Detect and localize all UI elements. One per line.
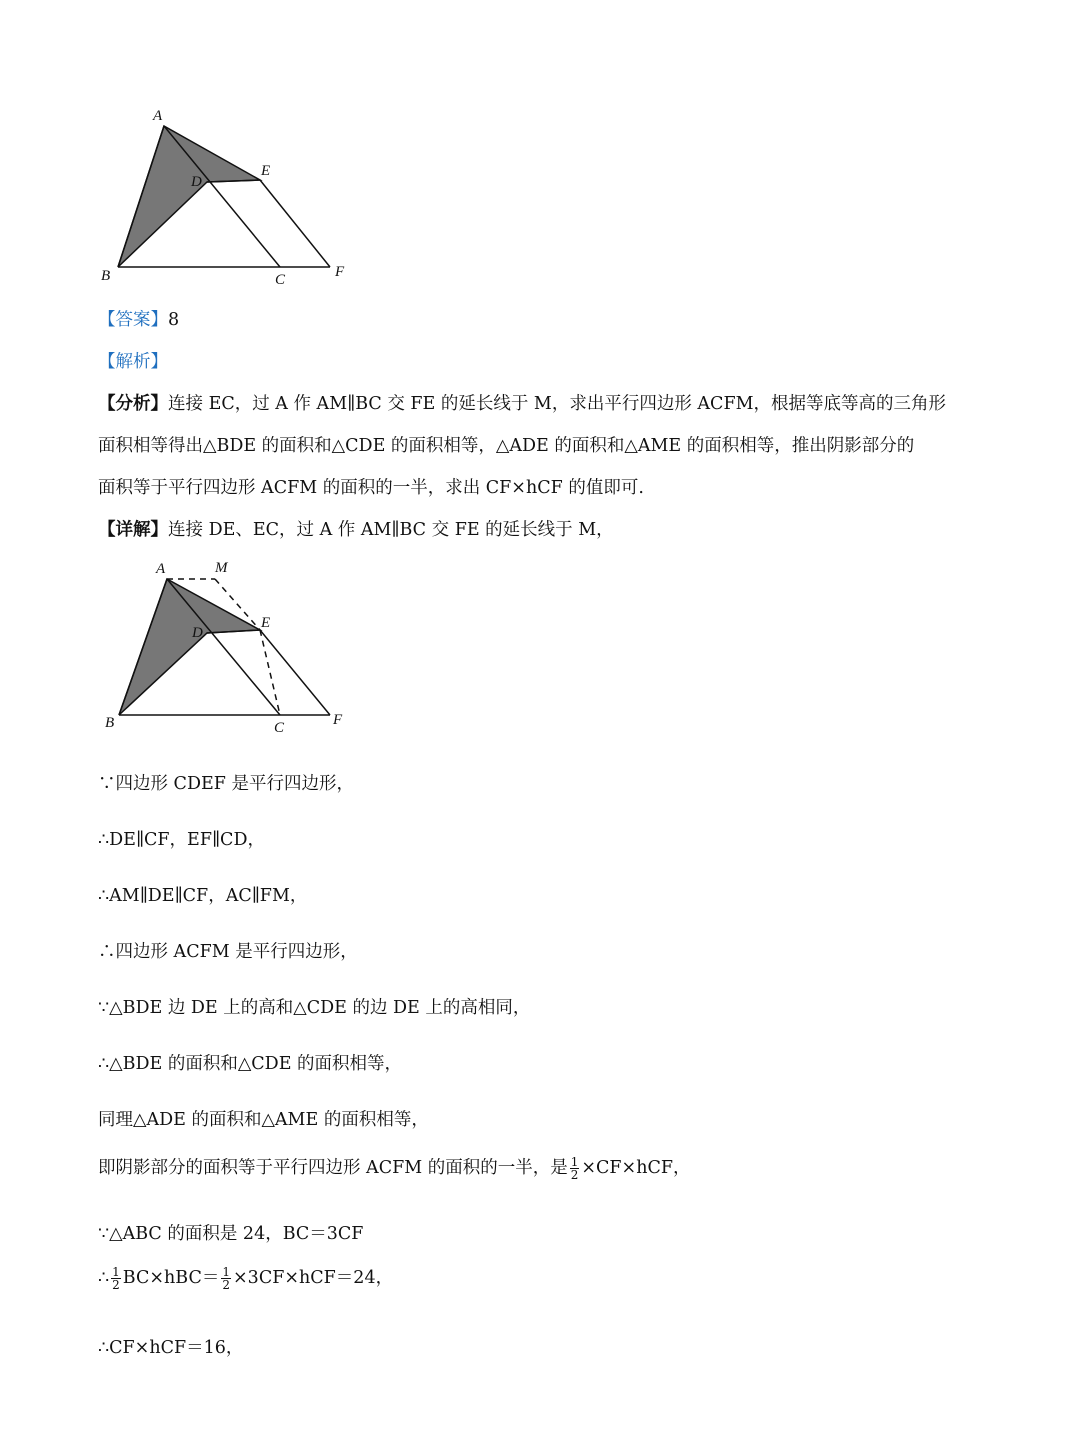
label-F: F bbox=[335, 264, 345, 280]
equation-fraction-2-num: 1 bbox=[222, 1265, 231, 1279]
step-1-text: ∵四边形 CDEF 是平行四边形， bbox=[98, 774, 354, 794]
equation-fraction-1 bbox=[111, 1266, 121, 1291]
fenxi-label: 【分析】 bbox=[98, 394, 168, 414]
step-5 bbox=[98, 996, 998, 1020]
fenxi-line-3 bbox=[98, 476, 998, 500]
result-text: ∴CF×hCF＝16， bbox=[98, 1338, 244, 1358]
answer-label: 【答案】 bbox=[98, 310, 168, 330]
label-E-2: E bbox=[261, 615, 271, 631]
analysis-header-label: 【解析】 bbox=[98, 352, 168, 372]
equation-fraction-1-den: 2 bbox=[112, 1278, 120, 1292]
equation-tail: ×3CF×hCF＝24， bbox=[233, 1268, 394, 1288]
segment-EF bbox=[260, 180, 330, 267]
label-B-2: B bbox=[105, 715, 115, 731]
equation-mid: BC×hBC＝ bbox=[122, 1268, 220, 1288]
fenxi-text-1: 连接 EC，过 A 作 AM∥BC 交 FE 的延长线于 M，求出平行四边形 ACFM，根据等底等高的三角形 bbox=[168, 394, 947, 414]
step-1 bbox=[98, 772, 998, 796]
half-area-tail: ×CF×hCF， bbox=[581, 1158, 691, 1178]
xiangjie-text: 连接 DE、EC，过 A 作 AM∥BC 交 FE 的延长线于 M， bbox=[168, 520, 614, 540]
half-area-line bbox=[98, 1156, 998, 1181]
area-given-text: ∵△ABC 的面积是 24，BC＝3CF bbox=[98, 1224, 364, 1244]
step-3-text: ∴AM∥DE∥CF，AC∥FM， bbox=[98, 886, 308, 906]
analysis-header bbox=[98, 350, 998, 374]
result-line bbox=[98, 1336, 998, 1360]
equation-line bbox=[98, 1266, 998, 1291]
label-B: B bbox=[101, 268, 111, 284]
equation-fraction-2-den: 2 bbox=[222, 1278, 231, 1292]
xiangjie-line bbox=[98, 518, 998, 542]
equation-fraction-2 bbox=[221, 1266, 231, 1291]
figure-2 bbox=[90, 555, 360, 740]
label-D-2: D bbox=[192, 625, 203, 641]
answer-line bbox=[98, 308, 998, 332]
step-3 bbox=[98, 884, 998, 908]
half-fraction-num: 1 bbox=[570, 1155, 579, 1169]
step-6 bbox=[98, 1052, 998, 1076]
step-7-text: 同理△ADE 的面积和△AME 的面积相等， bbox=[98, 1110, 429, 1130]
half-fraction bbox=[570, 1156, 580, 1181]
equation-lead: ∴ bbox=[98, 1268, 110, 1288]
segment-EF-2 bbox=[260, 630, 330, 715]
step-7 bbox=[98, 1108, 998, 1132]
fenxi-text-3: 面积等于平行四边形 ACFM 的面积的一半，求出 CF×hCF 的值即可. bbox=[98, 478, 644, 498]
figure-1 bbox=[90, 100, 360, 290]
label-A-2: A bbox=[156, 561, 166, 577]
answer-value: 8 bbox=[168, 310, 180, 330]
step-5-text: ∵△BDE 边 DE 上的高和△CDE 的边 DE 上的高相同， bbox=[98, 998, 531, 1018]
step-6-text: ∴△BDE 的面积和△CDE 的面积相等， bbox=[98, 1054, 403, 1074]
half-fraction-den: 2 bbox=[570, 1168, 579, 1182]
fenxi-line-2 bbox=[98, 434, 998, 458]
fenxi-text-2: 面积相等得出△BDE 的面积和△CDE 的面积相等，△ADE 的面积和△AME 的面积相等，推出阴影部分的 bbox=[98, 436, 915, 456]
step-4-text: ∴四边形 ACFM 是平行四边形， bbox=[98, 942, 358, 962]
area-given-line bbox=[98, 1222, 998, 1246]
label-M-2: M bbox=[215, 560, 228, 576]
step-2-text: ∴DE∥CF，EF∥CD， bbox=[98, 830, 265, 850]
equation-fraction-1-num: 1 bbox=[112, 1265, 120, 1279]
xiangjie-label: 【详解】 bbox=[98, 520, 168, 540]
shaded-region-1 bbox=[118, 126, 260, 267]
label-D: D bbox=[191, 174, 202, 190]
shaded-region-2 bbox=[119, 579, 260, 715]
half-area-text: 即阴影部分的面积等于平行四边形 ACFM 的面积的一半，是 bbox=[98, 1158, 568, 1178]
label-A: A bbox=[153, 108, 163, 124]
step-2 bbox=[98, 828, 998, 852]
label-E: E bbox=[261, 163, 271, 179]
label-C-2: C bbox=[274, 720, 285, 736]
figure-2-svg bbox=[90, 555, 360, 740]
label-C: C bbox=[275, 272, 286, 288]
figure-1-svg bbox=[90, 100, 360, 290]
step-4 bbox=[98, 940, 998, 964]
label-F-2: F bbox=[333, 712, 343, 728]
fenxi-line-1 bbox=[98, 392, 998, 416]
